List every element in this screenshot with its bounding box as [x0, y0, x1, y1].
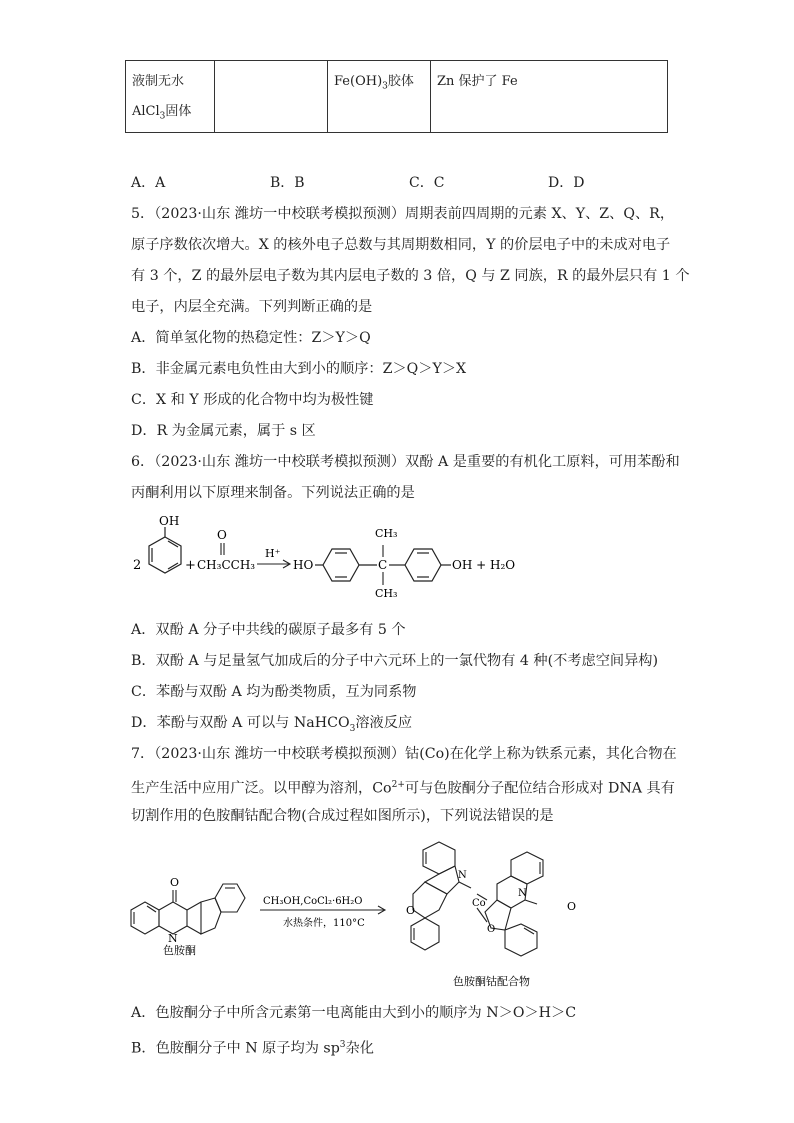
q4-option-c: C．C: [409, 175, 445, 191]
reagent-bottom: 水热条件，110°C: [283, 918, 365, 929]
q4-option-d: D．D: [548, 175, 585, 191]
table-cell-4: Zn 保护了 Fe: [431, 61, 668, 133]
product-right-ring: [389, 549, 451, 581]
table-cell-2: [215, 61, 328, 133]
q5-line4: 电子，内层全充满。下列判断正确的是: [131, 299, 373, 315]
complex-right-oxygen: O: [567, 900, 577, 913]
phenol-ring: [149, 527, 181, 573]
q7-line3: 切割作用的色胺酮钴配合物(合成过程如图所示)，下列说法错误的是: [131, 808, 554, 824]
cobalt-complex-synthesis-scheme: [125, 838, 595, 996]
methyl-top: CH₃: [375, 527, 398, 540]
bisphenol-a-reaction-scheme: [125, 515, 545, 610]
tryptanthrin-nitrogen: N: [168, 932, 178, 945]
complex-left-oxygen: O: [406, 904, 416, 917]
product-left-ring: [315, 549, 377, 581]
q4-option-a: A．A: [131, 175, 166, 191]
phenol-oh: OH: [159, 515, 180, 528]
ketone-double-bond: [221, 543, 224, 555]
reagent-top: CH₃OH,CoCl₂·6H₂O: [263, 896, 363, 907]
complex-label: 色胺酮钴配合物: [453, 975, 530, 988]
rx-coefficient: 2: [133, 558, 142, 573]
product-ho: HO: [293, 558, 314, 572]
synthesis-arrow: [260, 906, 385, 914]
acetone-formula: CH₃CCH₃: [197, 558, 256, 572]
q5-option-a: A．简单氢化物的热稳定性：Z＞Y＞Q: [131, 330, 371, 346]
cell1-line2: AlCl$_3$固体: [132, 104, 192, 122]
cell1-line1: 液制无水: [132, 74, 185, 89]
methyl-bottom: CH₃: [375, 587, 398, 600]
q6-option-d: D．苯酚与双酚 A 可以与 NaHCO$_3$溶液反应: [131, 715, 413, 734]
q4-option-b: B．B: [270, 175, 305, 191]
q5-line1: 5．（2023·山东 潍坊一中校联考模拟预测）周期表前四周期的元素 X、Y、Z、Q、R，: [131, 206, 675, 222]
rx-plus-1: +: [185, 558, 196, 573]
q6-option-b: B．双酚 A 与足量氢气加成后的分子中六元环上的一氯代物有 4 种(不考虑空间异构): [131, 653, 658, 669]
q6-option-a: A．双酚 A 分子中共线的碳原子最多有 5 个: [131, 622, 406, 638]
q5-option-b: B．非金属元素电负性由大到小的顺序：Z＞Q＞Y＞X: [131, 361, 467, 377]
q5-line3: 有 3 个，Z 的最外层电子数为其内层电子数的 3 倍，Q 与 Z 同族，R 的最外层只有 1 个: [131, 268, 690, 284]
complex-right-nitrogen: N: [518, 888, 527, 899]
q5-option-c: C．X 和 Y 形成的化合物中均为极性键: [131, 392, 374, 408]
table-cell-1: [126, 61, 215, 133]
tryptanthrin-oxygen: O: [170, 876, 180, 889]
acetone-oxygen: O: [217, 528, 227, 542]
q7-line2: 生产生活中应用广泛。以甲醇为溶剂，$Co^{2+}$可与色胺酮分子配位结合形成对 DNA 具有: [131, 780, 675, 797]
q6-line2: 丙酮利用以下原理来制备。下列说法正确的是: [131, 485, 415, 501]
product-tail: OH + H₂O: [452, 558, 516, 572]
product-central-carbon: C: [378, 558, 388, 572]
tryptanthrin-label: 色胺酮: [163, 944, 196, 957]
q7-option-b: B．色胺酮分子中 N 原子均为 $sp^3$杂化: [131, 1040, 374, 1057]
q6-line1: 6．（2023·山东 潍坊一中校联考模拟预测）双酚 A 是重要的有机化工原料，可用苯酚和: [131, 454, 680, 470]
catalyst-label: H⁺: [265, 547, 281, 560]
q6-option-c: C．苯酚与双酚 A 均为酚类物质，互为同系物: [131, 684, 417, 700]
tryptanthrin-structure: [131, 884, 245, 934]
answer-table: [125, 60, 668, 133]
cobalt-atom: Co: [472, 898, 486, 909]
table-cell-3: $Fe(OH)_3$胶体: [328, 61, 431, 133]
q7-line1: 7．（2023·山东 潍坊一中校联考模拟预测）钴(Co)在化学上称为铁系元素，其化合物在: [131, 746, 677, 762]
q5-line2: 原子序数依次增大。X 的核外电子总数与其周期数相同，Y 的价层电子中的未成对电子: [131, 237, 671, 253]
q5-option-d: D．R 为金属元素，属于 s 区: [131, 423, 316, 439]
q7-option-a: A．色胺酮分子中所含元素第一电离能由大到小的顺序为 N＞O＞H＞C: [131, 1005, 577, 1021]
complex-left-nitrogen: N: [458, 870, 467, 881]
complex-ring-oxygen: O: [487, 924, 496, 935]
reaction-arrow: [257, 560, 290, 568]
